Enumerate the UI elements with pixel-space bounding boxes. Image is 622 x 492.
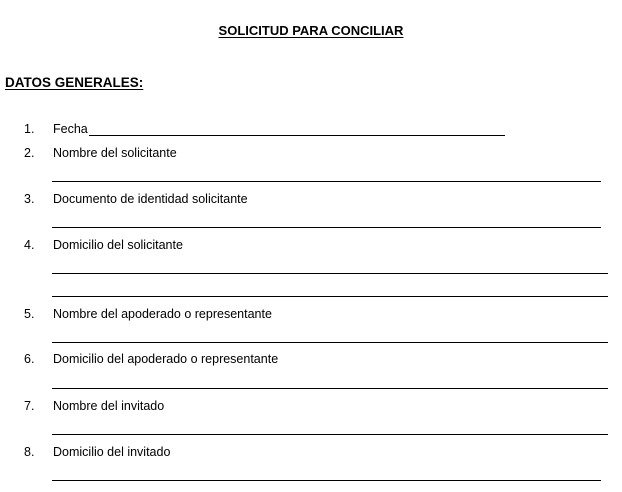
- item-number: 6.: [24, 352, 35, 366]
- item-label: Domicilio del invitado: [53, 445, 171, 459]
- item-number: 4.: [24, 238, 35, 252]
- item-number: 1.: [24, 122, 35, 136]
- item-number: 2.: [24, 146, 35, 160]
- section-heading: DATOS GENERALES:: [5, 75, 144, 90]
- domicilio-solicitante-input-line-1[interactable]: [52, 273, 608, 274]
- nombre-solicitante-input-line[interactable]: [52, 181, 601, 182]
- item-number: 5.: [24, 307, 35, 321]
- item-label: Nombre del apoderado o representante: [53, 307, 272, 321]
- nombre-invitado-input-line[interactable]: [52, 434, 608, 435]
- item-label: Nombre del invitado: [53, 399, 165, 413]
- domicilio-apoderado-input-line[interactable]: [52, 388, 608, 389]
- item-label: Nombre del solicitante: [53, 146, 177, 160]
- domicilio-solicitante-input-line-2[interactable]: [52, 296, 608, 297]
- domicilio-invitado-input-line[interactable]: [52, 480, 601, 481]
- document-title: SOLICITUD PARA CONCILIAR: [218, 23, 404, 38]
- item-label: Documento de identidad solicitante: [53, 192, 248, 206]
- item-label: Fecha: [53, 122, 88, 136]
- documento-identidad-input-line[interactable]: [52, 227, 601, 228]
- item-number: 8.: [24, 445, 35, 459]
- item-number: 3.: [24, 192, 35, 206]
- item-label: Domicilio del solicitante: [53, 238, 183, 252]
- item-label: Domicilio del apoderado o representante: [53, 352, 279, 366]
- item-number: 7.: [24, 399, 35, 413]
- nombre-apoderado-input-line[interactable]: [52, 342, 608, 343]
- fecha-input-line[interactable]: [89, 135, 505, 136]
